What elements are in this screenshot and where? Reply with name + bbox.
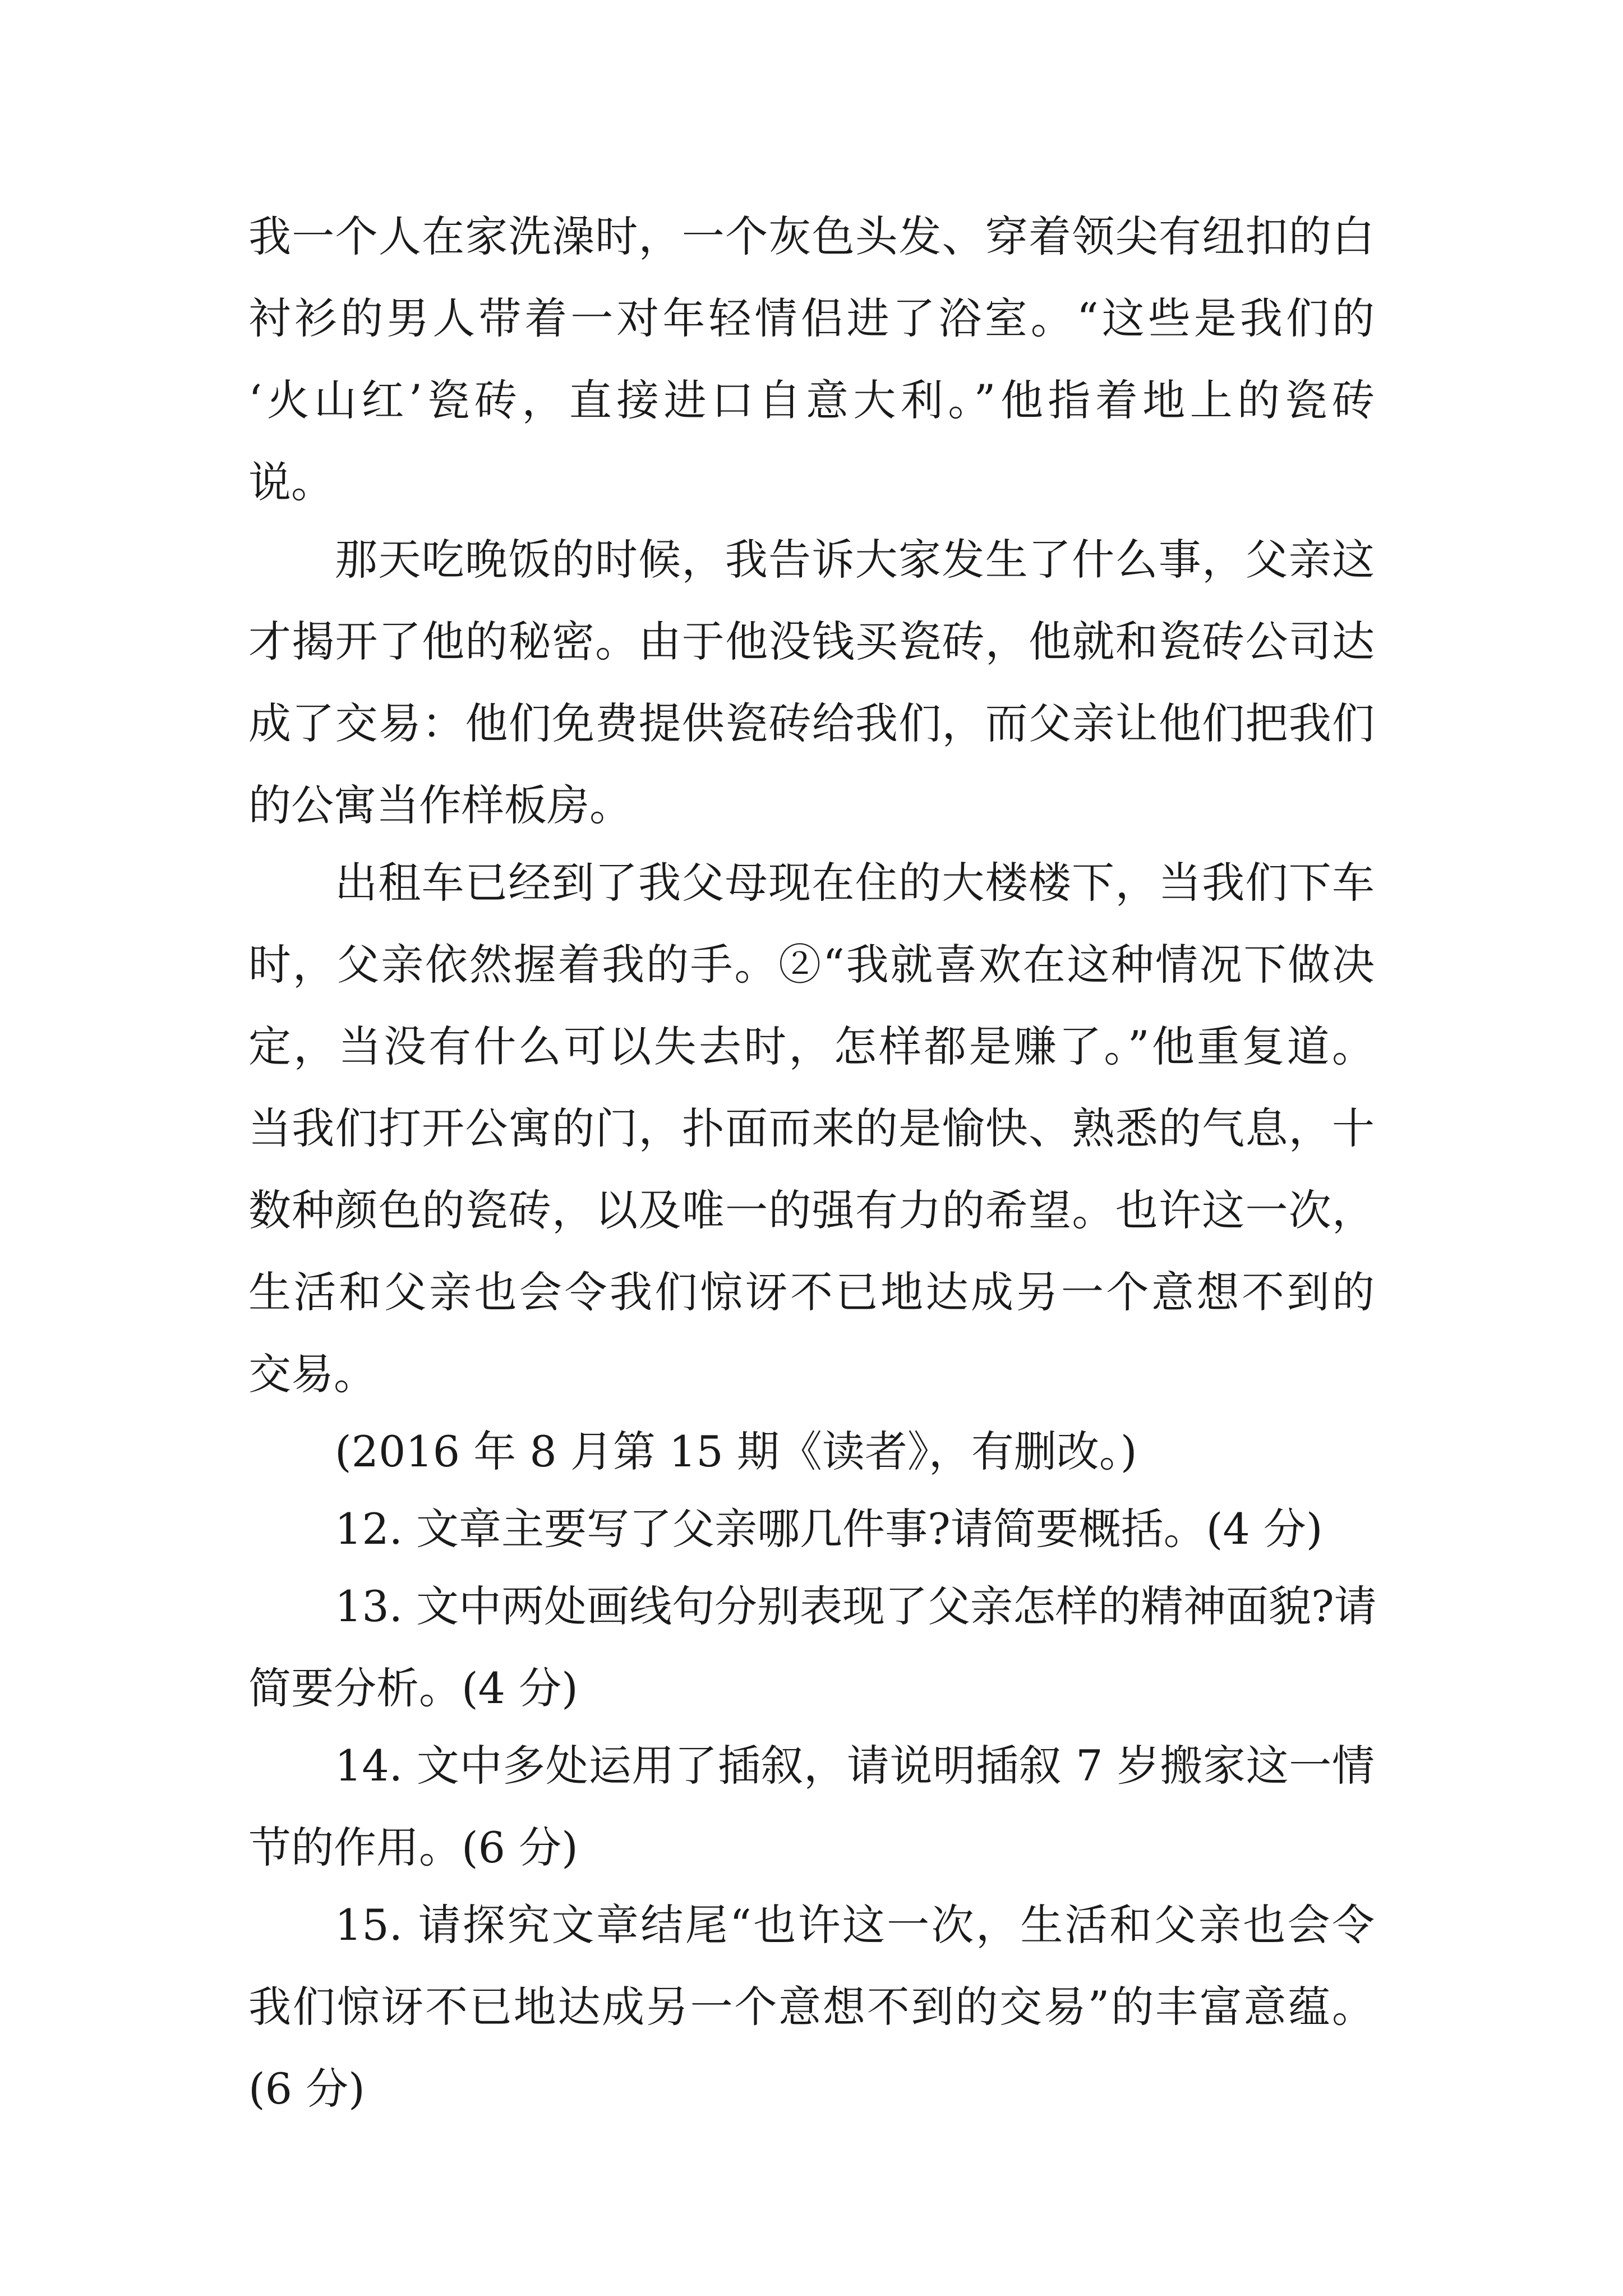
text-line: 我一个人在家洗澡时，一个灰色头发、穿着领尖有纽扣的白 [248, 211, 1375, 261]
question-15: 15. 请探究文章结尾“也许这一次，生活和父亲也会令 [335, 1900, 1375, 1950]
text-line: 出租车已经到了我父母现在住的大楼楼下，当我们下车 [335, 858, 1375, 908]
text-line: 定，当没有什么可以失去时，怎样都是赚了。”他重复道。 [248, 1022, 1375, 1071]
question-13: 13. 文中两处画线句分别表现了父亲怎样的精神面貌?请 [335, 1581, 1377, 1631]
question-14-continued: 节的作用。(6 分) [248, 1823, 578, 1872]
text-line: 生活和父亲也会令我们惊讶不已地达成另一个意想不到的 [248, 1267, 1375, 1317]
text-line: 的公寓当作样板房。 [248, 780, 632, 830]
question-12: 12. 文章主要写了父亲哪几件事?请简要概括。(4 分) [335, 1504, 1323, 1554]
question-15-continued: 我们惊讶不已地达成另一个意想不到的交易”的丰富意蕴。 [248, 1982, 1375, 2032]
text-line: 数种颜色的瓷砖，以及唯一的强有力的希望。也许这一次， [248, 1185, 1375, 1235]
question-13-continued: 简要分析。(4 分) [248, 1663, 578, 1713]
text-line: 说。 [248, 457, 334, 507]
text-line: 那天吃晚饭的时候，我告诉大家发生了什么事，父亲这 [335, 535, 1375, 585]
text-line: 成了交易：他们免费提供瓷砖给我们，而父亲让他们把我们 [248, 698, 1375, 748]
question-14: 14. 文中多处运用了插叙，请说明插叙 7 岁搬家这一情 [335, 1741, 1375, 1791]
text-line: 衬衫的男人带着一对年轻情侣进了浴室。“这些是我们的 [248, 293, 1375, 343]
text-line: 时，父亲依然握着我的手。②“我就喜欢在这种情况下做决 [248, 940, 1375, 990]
text-line: 交易。 [248, 1349, 376, 1399]
question-15-score: (6 分) [248, 2064, 365, 2114]
text-line: 当我们打开公寓的门，扑面而来的是愉快、熟悉的气息，十 [248, 1103, 1375, 1153]
text-line: ‘火山红’瓷砖，直接进口自意大利。”他指着地上的瓷砖 [248, 375, 1375, 425]
text-line: 才揭开了他的秘密。由于他没钱买瓷砖，他就和瓷砖公司达 [248, 616, 1375, 666]
source-citation: (2016 年 8 月第 15 期《读者》，有删改。) [335, 1427, 1137, 1476]
